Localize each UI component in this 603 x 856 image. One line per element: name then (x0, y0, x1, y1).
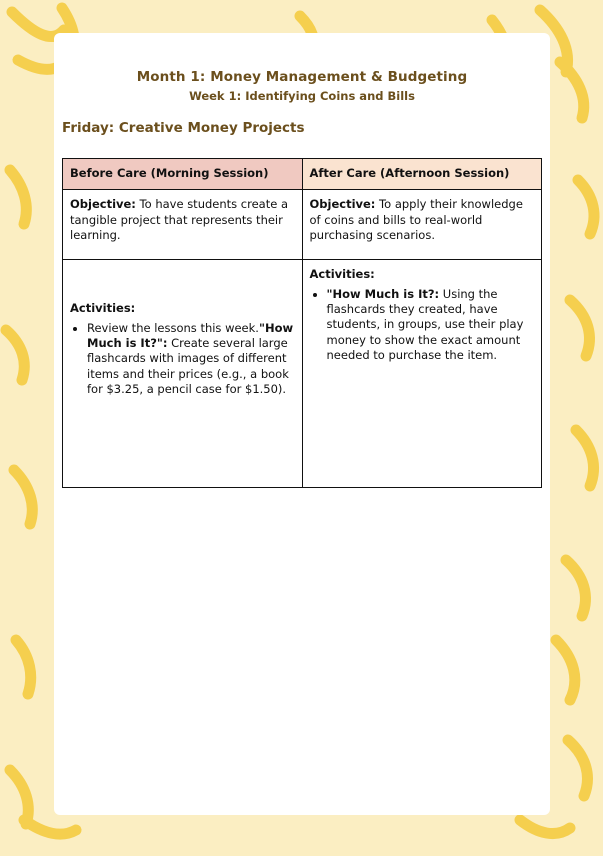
activities-cell-before (63, 260, 303, 488)
activities-cell-after (302, 260, 542, 488)
activities-label-before: Activities: (70, 301, 136, 316)
document-page (54, 33, 550, 815)
activity-rest-text: Create several large flashcards with images of different items and their prices (e.g., a book for $3.25, a pencil case for $1.50). (87, 336, 289, 397)
spacer (70, 267, 295, 301)
activities-list-after (310, 287, 535, 364)
column-header-before-care: Before Care (Morning Session) (63, 158, 303, 189)
document-header (54, 33, 550, 104)
activities-label-after: Activities: (309, 267, 375, 282)
day-heading: Friday: Creative Money Projects (62, 119, 305, 136)
table-header-row (63, 158, 542, 189)
document-subtitle: Week 1: Identifying Coins and Bills (189, 88, 415, 103)
table-row-objective (63, 190, 542, 260)
activity-bold-text: "How Much is It?": (87, 320, 294, 351)
activities-list-before (70, 321, 295, 398)
activity-bold-text: "How Much is It?: (326, 286, 440, 301)
objective-text-before: To have students create a tangible project that represents their learning. (70, 197, 289, 243)
objective-text-after: To apply their knowledge of coins and bills to real-world purchasing scenarios. (309, 197, 523, 243)
lesson-plan-table-wrapper (62, 158, 542, 488)
column-header-after-care: After Care (Afternoon Session) (302, 158, 542, 189)
lesson-plan-table (62, 158, 542, 488)
activity-rest-text: Using the flashcards they created, have students, in groups, use their play money to show the exact amount needed to purchase the item. (326, 286, 524, 363)
document-title: Month 1: Money Management & Budgeting (136, 69, 468, 85)
objective-label-after: Objective: (309, 197, 376, 212)
list-item (327, 287, 535, 364)
list-item (87, 321, 295, 398)
objective-label-before: Objective: (70, 197, 136, 212)
objective-cell-after (302, 190, 542, 260)
objective-cell-before (63, 190, 303, 260)
table-row-activities (63, 260, 542, 488)
activity-lead-text: Review the lessons this week. (87, 320, 259, 335)
